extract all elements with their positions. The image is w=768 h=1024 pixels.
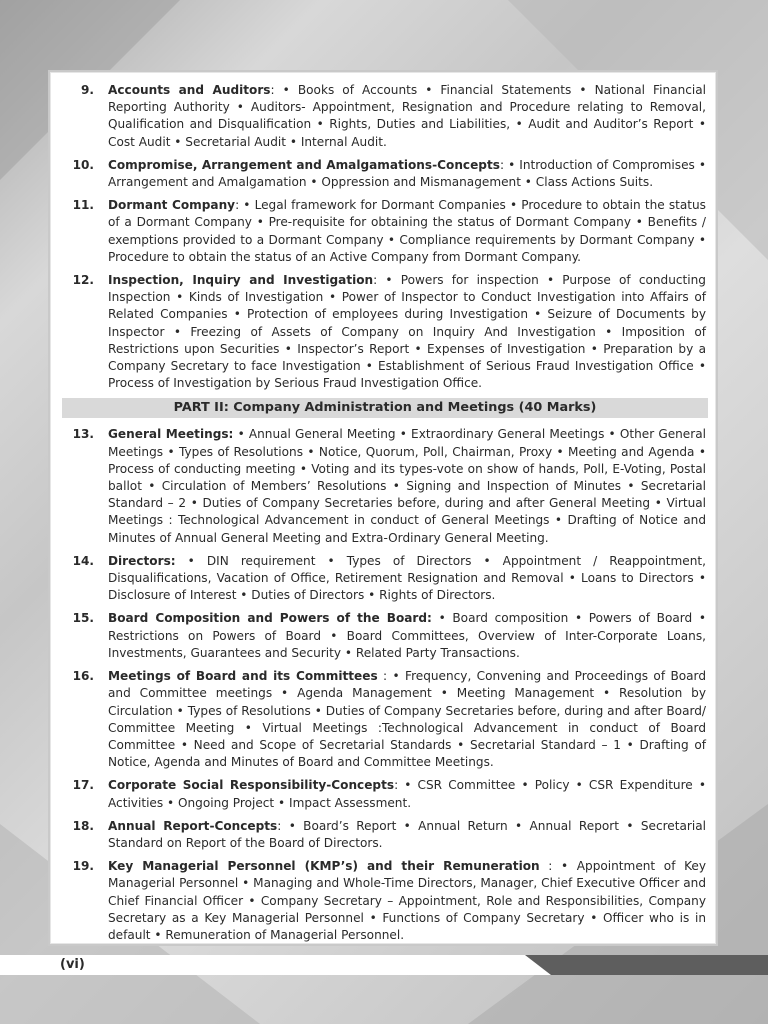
item-text: • Appointment of Key Managerial Personnel • Managing and Whole-Time Directors, Manager, Chief Executive Officer and Chief Financial Officer • Company Secretary – Appointment, Role and Responsibilities, Company Secretary as a Key Managerial Personnel • Functions of Company Secretary • Officer who is in default • Remuneration of Managerial Personnel. <box>108 859 707 942</box>
item-body <box>108 157 706 191</box>
item-separator: : <box>499 157 509 172</box>
item-separator: : <box>277 818 289 833</box>
syllabus-list-part2 <box>62 426 706 944</box>
item-body <box>108 668 706 771</box>
item-body <box>108 858 706 944</box>
syllabus-item <box>62 610 706 662</box>
item-separator: : <box>235 198 244 213</box>
item-title: Compromise, Arrangement and Amalgamations-Concepts <box>108 157 500 172</box>
item-separator: : <box>373 273 386 288</box>
item-number: 12. <box>72 273 94 288</box>
item-number: 15. <box>72 611 94 626</box>
syllabus-item <box>62 82 706 151</box>
item-body <box>108 272 706 392</box>
item-separator: : <box>394 778 405 793</box>
item-number: 18. <box>72 818 94 833</box>
syllabus-item <box>62 197 706 266</box>
item-body <box>108 426 706 546</box>
item-number: 9. <box>80 83 94 97</box>
item-title: Key Managerial Personnel (KMP’s) and their Remuneration <box>108 859 540 874</box>
syllabus-item <box>62 858 706 944</box>
item-body <box>108 777 706 811</box>
item-text: • Legal framework for Dormant Companies • Procedure to obtain the status of a Dormant Company • Pre-requisite for obtaining the status of Dormant Company • Benefits / exemptions provided to a Dormant Company • Compliance requirements by Dormant Company • Procedure to obtain the status of an Active Company from Dormant Company. <box>108 198 706 264</box>
item-text: • CSR Committee • Policy • CSR Expenditure • Activities • Ongoing Project • Impact Assessment. <box>108 778 707 810</box>
item-title: General Meetings: <box>108 427 234 442</box>
item-text: • Board’s Report • Annual Return • Annual Report • Secretarial Standard on Report of the Board of Directors. <box>108 818 706 850</box>
item-text: • DIN requirement • Types of Directors • Appointment / Reappointment, Disqualifications, Vacation of Office, Retirement Resignation and Removal • Loans to Directors • Disclosure of Interest • Duties of Directors • Rights of Directors. <box>108 553 706 603</box>
item-number: 14. <box>72 553 94 568</box>
item-separator: : <box>270 83 283 97</box>
item-body <box>108 818 706 852</box>
item-number: 19. <box>72 859 94 874</box>
item-text: • Powers for inspection • Purpose of conducting Inspection • Kinds of Investigation • Power of Inspector to Conduct Investigation into Affairs of Related Companies • Protection of employees during Investigation • Seizure of Documents by Inspector • Freezing of Assets of Company on Inquiry And Investigation • Imposition of Restrictions upon Securities • Inspector’s Report • Expenses of Investigation • Preparation by a Company Secretary to face Investigation • Establishment of Serious Fraud Investigation Office • Process of Investigation by Serious Fraud Investigation Office. <box>108 273 706 391</box>
item-text: • Annual General Meeting • Extraordinary General Meetings • Other General Meetings • Types of Resolutions • Notice, Quorum, Poll, Chairman, Proxy • Meeting and Agenda • Process of conducting meeting • Voting and its types-vote on show of hands, Poll, E-Voting, Postal ballot • Circulation of Members’ Resolutions • Signing and Inspection of Minutes • Secretarial Standard – 2 • Duties of Company Secretaries before, during and after General Meeting • Virtual Meetings : Technological Advancement in conduct of General Meetings • Drafting of Notice and Minutes of Annual General Meeting and Extra-Ordinary General Meeting. <box>108 427 706 545</box>
item-title: Annual Report-Concepts <box>108 818 278 833</box>
item-number: 16. <box>72 669 94 684</box>
item-title: Dormant Company <box>108 198 236 213</box>
item-title: Board Composition and Powers of the Board: <box>108 611 432 626</box>
item-text: • Introduction of Compromises • Arrangement and Amalgamation • Oppression and Mismanagement • Class Actions Suits. <box>108 157 707 190</box>
item-separator <box>176 554 188 568</box>
item-body <box>108 82 706 151</box>
item-number: 11. <box>72 198 94 213</box>
syllabus-page-card <box>48 70 718 946</box>
item-title: Inspection, Inquiry and Investigation <box>108 273 374 288</box>
item-number: 13. <box>72 427 94 442</box>
item-separator: : <box>539 859 561 874</box>
syllabus-list-part1 <box>62 82 706 392</box>
item-title: Accounts and Auditors <box>108 83 271 97</box>
item-separator: : <box>377 669 393 684</box>
page-number: (vi) <box>60 957 85 972</box>
item-text: • Books of Accounts • Financial Statements • National Financial Reporting Authority • Auditors- Appointment, Resignation and Procedure relating to Removal, Qualification and Disqualification • Rights, Duties and Liabilities, • Audit and Auditor’s Report • Cost Audit • Secretarial Audit • Internal Audit. <box>108 83 707 149</box>
item-separator <box>432 611 439 625</box>
item-title: Meetings of Board and its Committees <box>108 669 378 684</box>
item-body <box>108 610 706 662</box>
syllabus-item <box>62 818 706 852</box>
syllabus-item <box>62 553 706 605</box>
syllabus-item <box>62 426 706 546</box>
item-body <box>108 197 706 266</box>
item-title: Directors: <box>108 553 176 568</box>
item-number: 17. <box>72 778 94 793</box>
item-title: Corporate Social Responsibility-Concepts <box>108 778 395 793</box>
syllabus-item <box>62 157 706 191</box>
syllabus-item <box>62 272 706 392</box>
syllabus-item <box>62 777 706 811</box>
item-text: • Frequency, Convening and Proceedings of Board and Committee meetings • Agenda Management • Meeting Management • Resolution by Circulation • Types of Resolutions • Duties of Company Secretaries before, during and after Board/ Committee Meeting • Virtual Meetings :Technological Advancement in conduct of Board Committee • Need and Scope of Secretarial Standards • Secretarial Standard – 1 • Drafting of Notice, Agenda and Minutes of Board and Committee Meetings. <box>108 669 706 770</box>
footer-accent-band <box>525 955 768 975</box>
section-header: PART II: Company Administration and Meetings (40 Marks) <box>62 398 708 418</box>
item-body <box>108 553 706 605</box>
item-text: • Board composition • Powers of Board • Restrictions on Powers of Board • Board Committees, Overview of Inter-Corporate Loans, Investments, Guarantees and Security • Related Party Transactions. <box>108 611 706 660</box>
syllabus-item <box>62 668 706 771</box>
item-number: 10. <box>72 157 94 172</box>
